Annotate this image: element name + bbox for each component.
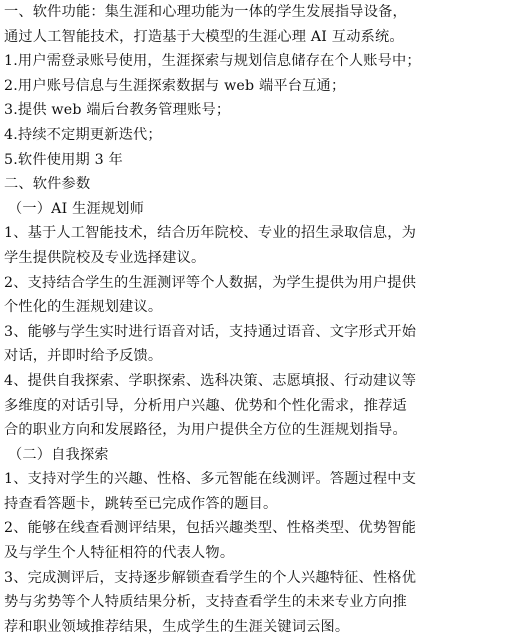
paragraph-line: 势与劣势等个人特质结果分析，支持查看学生的未来专业方向推: [4, 594, 407, 611]
list-item: 4、提供自我探索、学职探索、选科决策、志愿填报、行动建议等: [4, 372, 417, 389]
list-item: 2.用户账号信息与生涯探索数据与 web 端平台互通；: [4, 77, 346, 94]
list-item: 2、能够在线查看测评结果，包括兴趣类型、性格类型、优势智能: [4, 520, 417, 537]
list-item: 1、基于人工智能技术，结合历年院校、专业的招生录取信息，为: [4, 225, 417, 242]
paragraph-line: 持查看答题卡，跳转至已完成作答的题目。: [4, 495, 278, 512]
section-heading-software-params: 二、软件参数: [4, 176, 91, 193]
paragraph-line: 多维度的对话引导，分析用户兴趣、优势和个性化需求，推荐适: [4, 397, 407, 414]
document-body: [4, 0, 510, 635]
paragraph-line: 荐和职业领域推荐结果，生成学生的生涯关键词云图。: [4, 618, 350, 635]
section-heading-software-function: 一、软件功能：集生涯和心理功能为一体的学生发展指导设备，: [4, 4, 407, 20]
list-item: 1.用户需登录账号使用，生涯探索与规划信息储存在个人账号中；: [4, 53, 421, 70]
list-item: 3、能够与学生实时进行语音对话，支持通过语音、文字形式开始: [4, 323, 417, 340]
subsection-heading-ai-planner: （一）AI 生涯规划师: [8, 200, 145, 217]
list-item: 2、支持结合学生的生涯测评等个人数据，为学生提供为用户提供: [4, 274, 417, 291]
paragraph-line: 学生提供院校及专业选择建议。: [4, 249, 206, 266]
paragraph-line: 合的职业方向和发展路径，为用户提供全方位的生涯规划指导。: [4, 422, 407, 439]
list-item: 3.提供 web 端后台教务管理账号；: [4, 102, 231, 119]
paragraph-line: 对话，并即时给予反馈。: [4, 348, 163, 365]
list-item: 1、支持对学生的兴趣、性格、多元智能在线测评。答题过程中支: [4, 471, 417, 488]
list-item: 3、完成测评后，支持逐步解锁查看学生的个人兴趣特征、性格优: [4, 569, 417, 586]
list-item: 4.持续不定期更新迭代；: [4, 126, 162, 143]
list-item: 5.软件使用期 3 年: [4, 151, 123, 168]
subsection-heading-self-exploration: （二）自我探索: [8, 446, 109, 463]
paragraph-line: 通过人工智能技术，打造基于大模型的生涯心理 AI 互动系统。: [4, 28, 404, 45]
paragraph-line: 及与学生个人特征相符的代表人物。: [4, 545, 235, 562]
paragraph-line: 个性化的生涯规划建议。: [4, 299, 163, 316]
